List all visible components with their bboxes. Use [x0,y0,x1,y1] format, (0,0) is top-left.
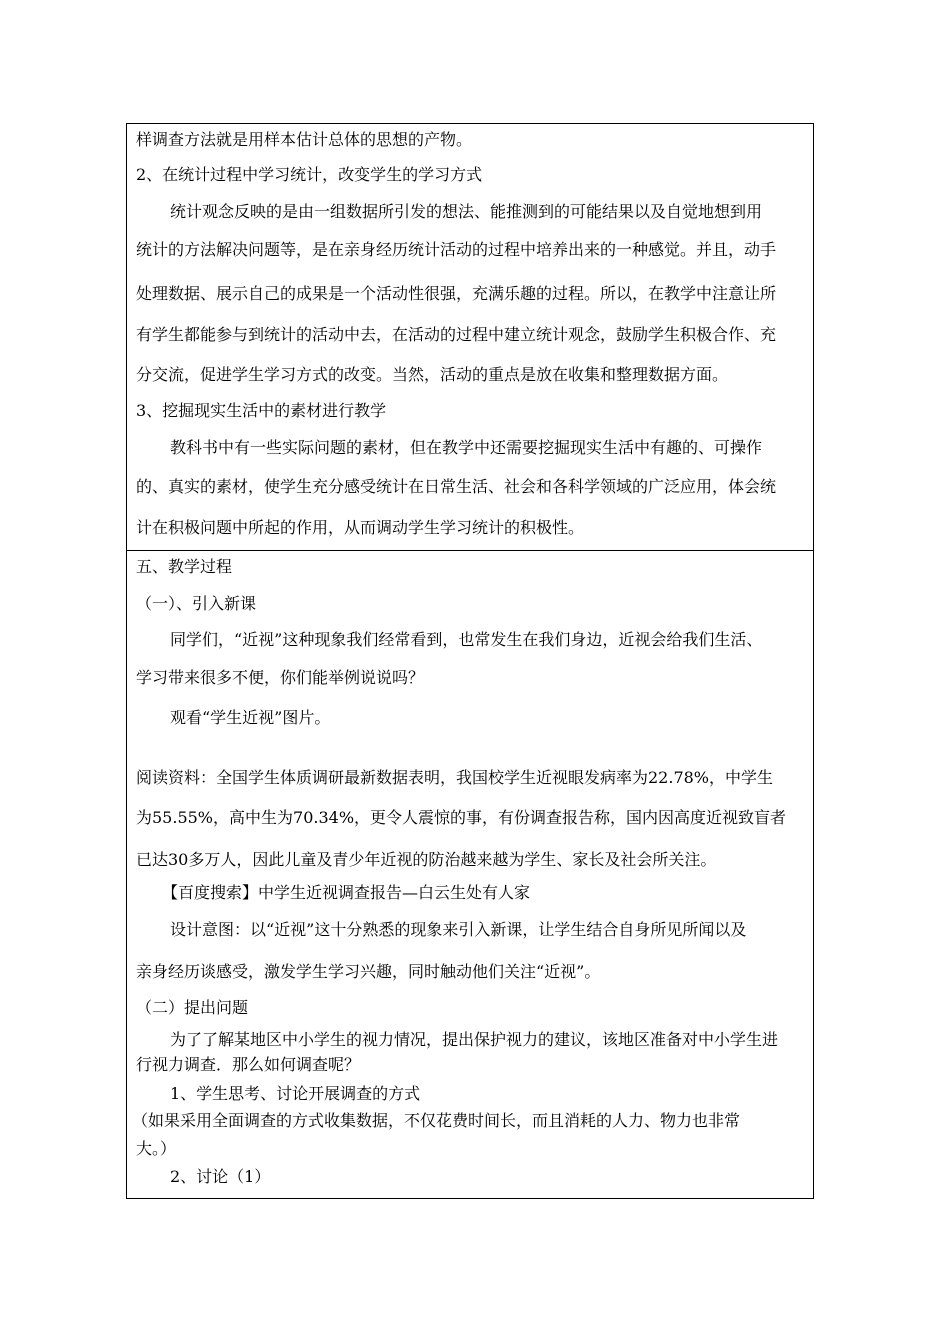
paragraph-line: 教科书中有一些实际问题的素材，但在教学中还需要挖掘现实生活中有趣的、可操作 [170,438,763,457]
paragraph-line: 设计意图：以“近视”这十分熟悉的现象来引入新课，让学生结合自身所见所闻以及 [170,920,747,939]
paragraph-line: 为了了解某地区中小学生的视力情况，提出保护视力的建议，该地区准备对中小学生进 [170,1030,779,1049]
paragraph-line: 分交流，促进学生学习方式的改变。当然，活动的重点是放在收集和整理数据方面。 [136,365,729,384]
paragraph-line: 样调查方法就是用样本估计总体的思想的产物。 [136,130,473,149]
paragraph-line: 已达30多万人，因此儿童及青少年近视的防治越来越为学生、家长及社会所关注。 [136,850,717,869]
paragraph-line: 计在积极问题中所起的作用，从而调动学生学习统计的积极性。 [136,518,585,537]
paragraph-line: 大。） [136,1139,177,1158]
paragraph-line: 处理数据、展示自己的成果是一个活动性很强，充满乐趣的过程。所以，在教学中注意让所 [136,284,777,303]
subheading-3: 3、挖掘现实生活中的素材进行教学 [136,401,387,420]
paragraph-line: 1、学生思考、讨论开展调查的方式 [170,1084,421,1103]
paragraph-line: 观看“学生近视”图片。 [170,708,331,727]
paragraph-line: 同学们，“近视”这种现象我们经常看到，也常发生在我们身边，近视会给我们生活、 [170,630,763,649]
paragraph-line: 阅读资料：全国学生体质调研最新数据表明，我国校学生近视眼发病率为22.78%，中学生 [136,768,774,787]
paragraph-line: 统计的方法解决问题等，是在亲身经历统计活动的过程中培养出来的一种感觉。并且，动手 [136,240,777,259]
subheading-2: 2、在统计过程中学习统计，改变学生的学习方式 [136,165,483,184]
table-row-divider [126,550,814,551]
paragraph-line: （如果采用全面调查的方式收集数据，不仅花费时间长，而且消耗的人力、物力也非常 [132,1111,741,1130]
section-heading: 五、教学过程 [136,557,233,576]
paragraph-line: 2、讨论（1） [170,1167,271,1186]
paragraph-line: 为55.55%，高中生为70.34%，更令人震惊的事，有份调查报告称，国内因高度近视致盲者 [136,808,787,827]
search-reference: 【百度搜索】中学生近视调查报告—白云生处有人家 [162,883,531,902]
paragraph-line: 的、真实的素材，使学生充分感受统计在日常生活、社会和各科学领域的广泛应用，体会统 [136,477,777,496]
paragraph-line: 统计观念反映的是由一组数据所引发的想法、能推测到的可能结果以及自觉地想到用 [170,202,763,221]
subsection-heading: （一）、引入新课 [136,594,257,613]
paragraph-line: 行视力调查．那么如何调查呢？ [136,1055,361,1074]
paragraph-line: 有学生都能参与到统计的活动中去，在活动的过程中建立统计观念，鼓励学生积极合作、充 [136,325,777,344]
paragraph-line: 学习带来很多不便，你们能举例说说吗？ [136,668,425,687]
subsection-heading: （二）提出问题 [136,998,249,1017]
paragraph-line: 亲身经历谈感受，激发学生学习兴趣，同时触动他们关注“近视”。 [136,962,601,981]
